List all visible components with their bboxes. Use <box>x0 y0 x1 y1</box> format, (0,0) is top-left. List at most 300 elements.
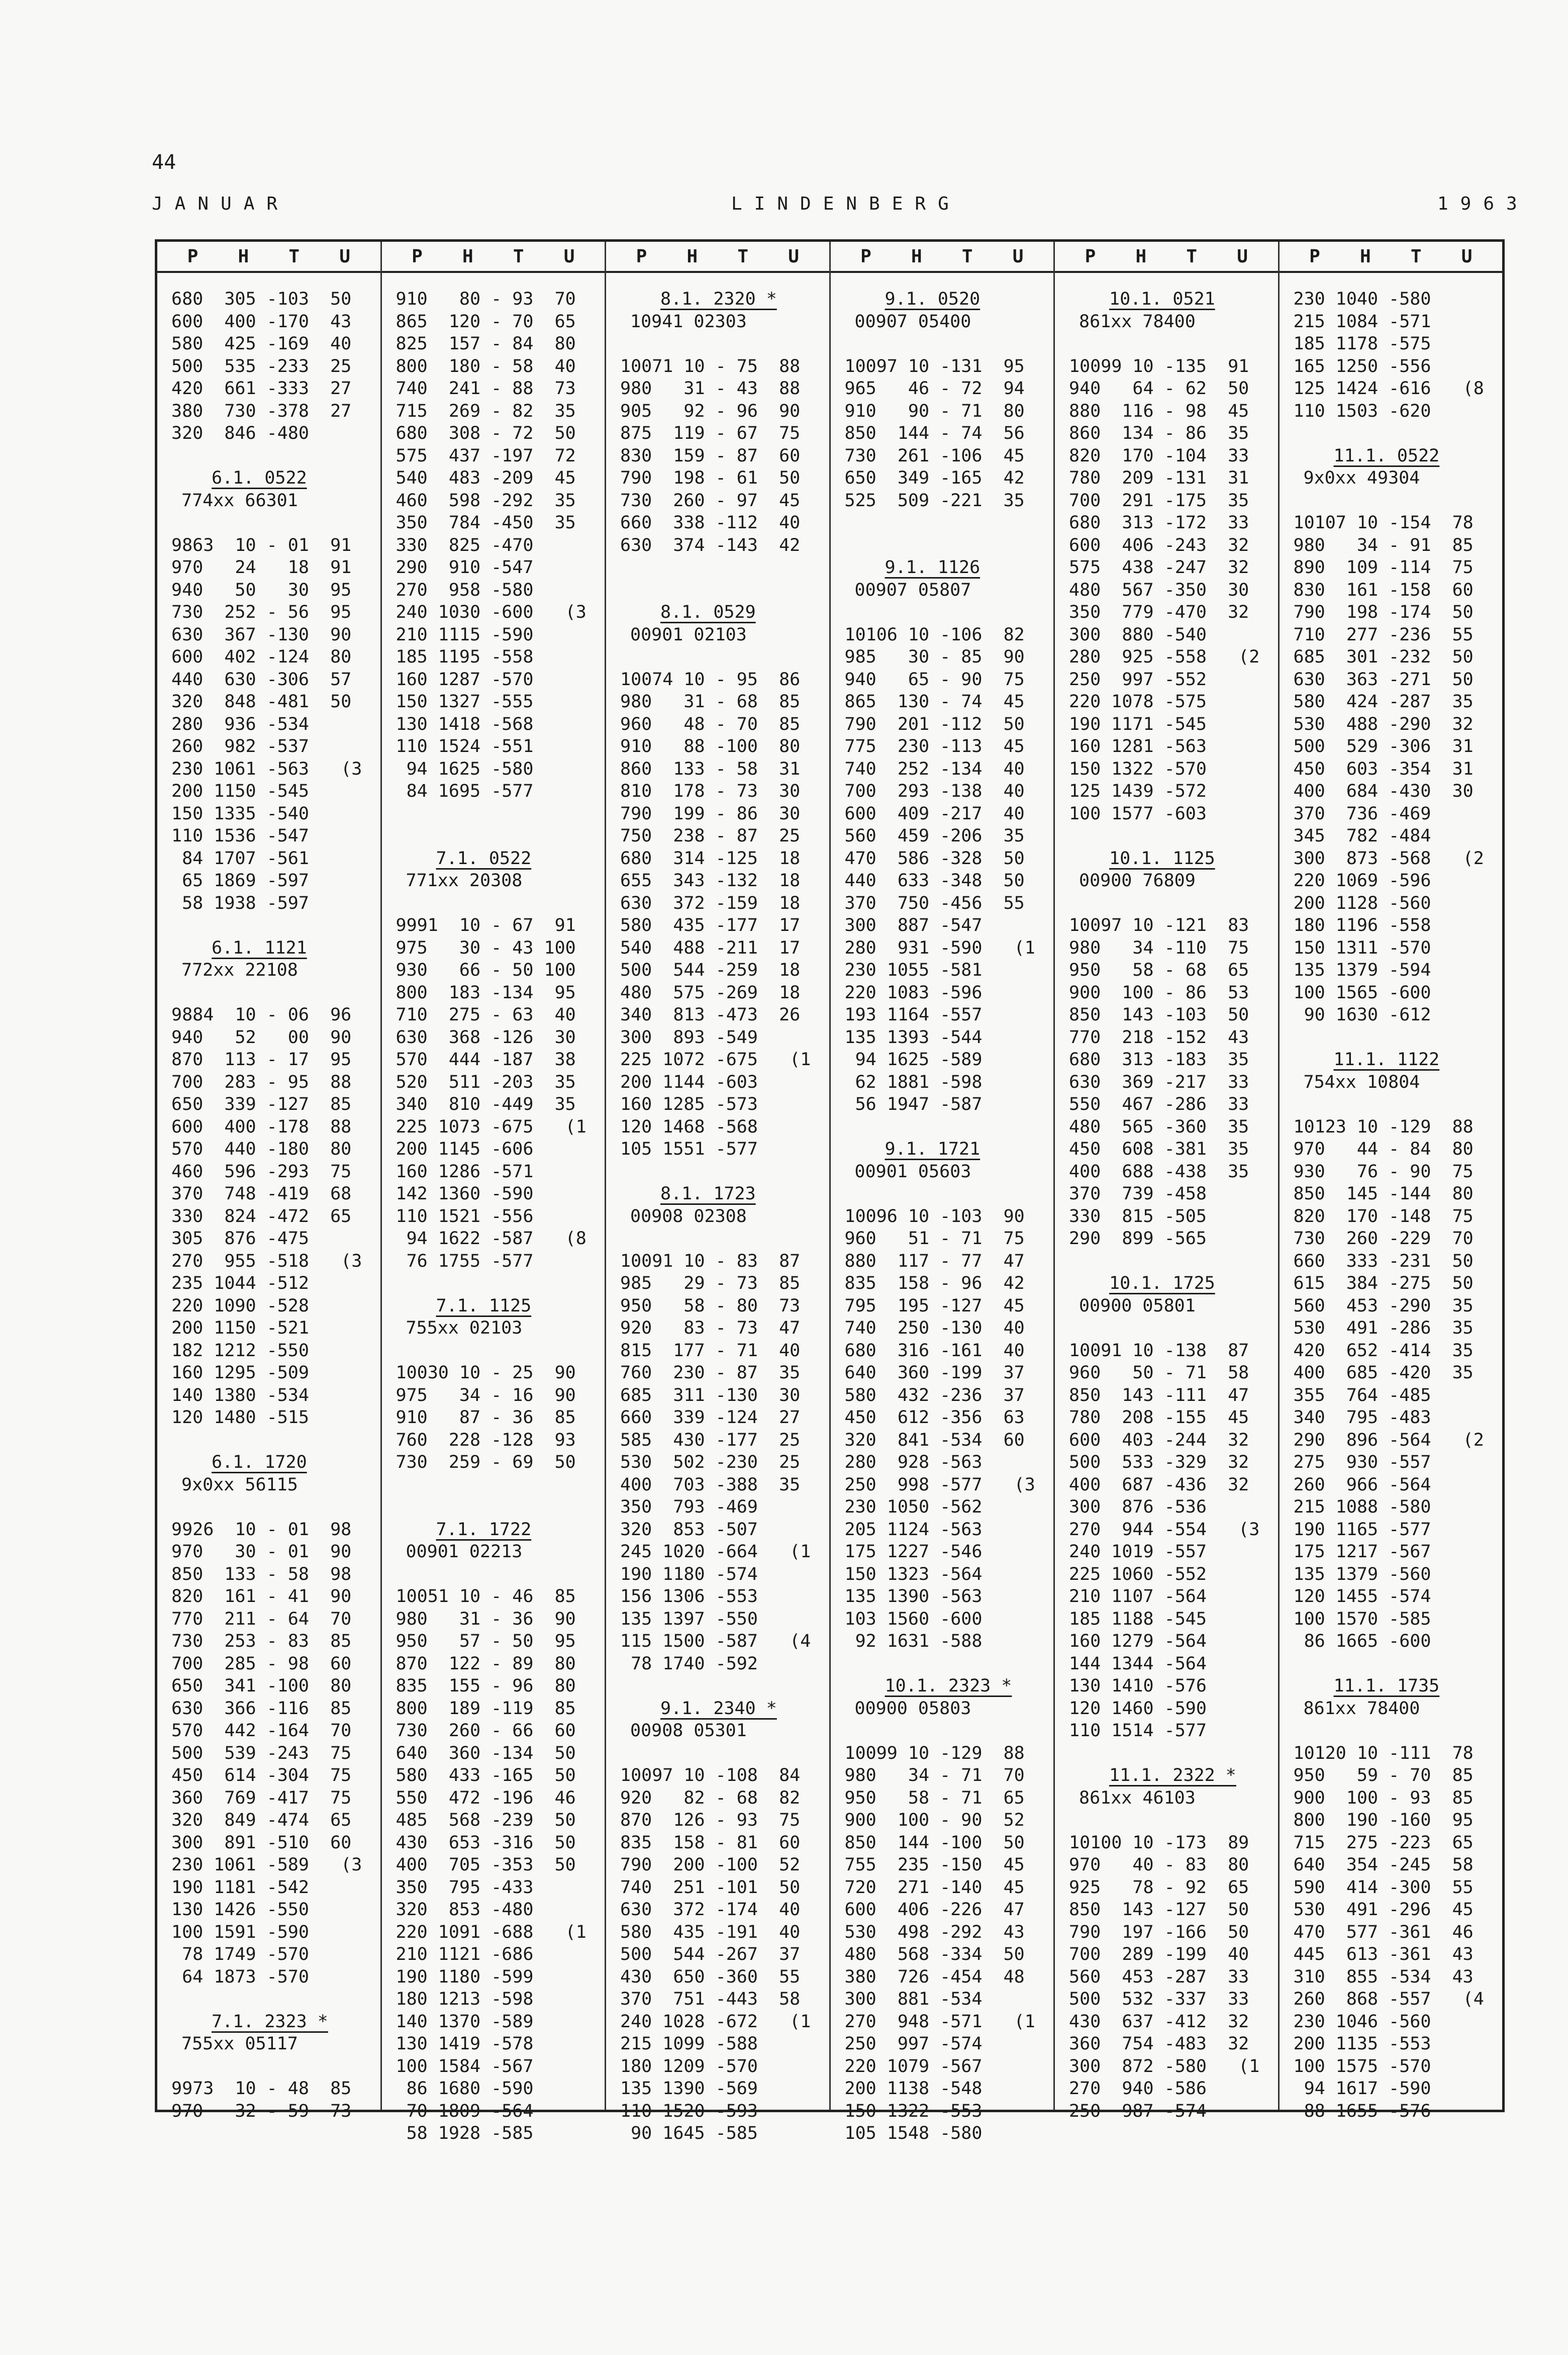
table-row: 120 1480 -515 <box>171 1407 309 1428</box>
table-row: 105 1551 -577 <box>620 1139 758 1159</box>
table-row: 450 614 -304 75 <box>171 1765 352 1785</box>
table-row: 190 1165 -577 <box>1293 1519 1431 1540</box>
table-row: 985 30 - 85 90 <box>844 647 1025 667</box>
column-header-label: P <box>1309 246 1320 267</box>
table-row: 70 1809 -564 <box>396 2101 534 2121</box>
table-row: 210 1121 -686 <box>396 1944 534 1964</box>
table-row: 980 34 -110 75 <box>1069 937 1249 958</box>
table-row: 680 314 -125 18 <box>620 848 801 869</box>
table-row: 100 1570 -585 <box>1293 1609 1431 1629</box>
table-row: 78 1740 -592 <box>620 1653 758 1674</box>
table-row: 200 1150 -545 <box>171 781 309 801</box>
column-body <box>157 273 380 2122</box>
table-row: 235 1044 -512 <box>171 1273 309 1293</box>
table-column <box>831 242 1055 2143</box>
table-row: 680 308 - 72 50 <box>396 423 576 443</box>
table-row: 790 201 -112 50 <box>844 714 1025 734</box>
table-row: 120 1455 -574 <box>1293 1586 1431 1607</box>
table-row: 360 769 -417 75 <box>171 1787 352 1808</box>
table-row: 160 1287 -570 <box>396 669 534 690</box>
spacer <box>171 914 366 937</box>
column-header-label: U <box>1461 246 1473 267</box>
column-header-label: H <box>1135 246 1147 267</box>
table-row: 220 1091 -688 (1 <box>396 1922 586 1942</box>
table-row: 165 1250 -556 <box>1293 356 1431 376</box>
spacer <box>396 803 591 825</box>
table-row: 430 653 -316 50 <box>396 1832 576 1853</box>
table-row: 650 341 -100 80 <box>171 1676 352 1696</box>
table-row: 88 1655 -576 <box>1293 2101 1431 2121</box>
sounding-id: 755xx 02103 <box>406 1318 523 1338</box>
table-row: 100 1565 -600 <box>1293 982 1431 1003</box>
sounding-id: 00900 76809 <box>1079 871 1196 891</box>
table-row: 10030 10 - 25 90 <box>396 1363 576 1383</box>
table-row: 10099 10 -135 91 <box>1069 356 1249 376</box>
table-row: 445 613 -361 43 <box>1293 1944 1474 1964</box>
table-row: 10096 10 -103 90 <box>844 1206 1025 1227</box>
table-row: 480 568 -334 50 <box>844 1944 1025 1964</box>
table-row: 830 159 - 87 60 <box>620 445 801 466</box>
table-row: 180 1196 -558 <box>1293 915 1431 935</box>
spacer <box>1294 422 1489 445</box>
table-row: 300 893 -549 <box>620 1027 758 1048</box>
sounding-id: 771xx 20308 <box>406 871 523 891</box>
table-row: 740 250 -130 40 <box>844 1318 1025 1338</box>
table-row: 76 1755 -577 <box>396 1251 534 1271</box>
table-row: 540 488 -211 17 <box>620 937 801 958</box>
table-row: 630 369 -217 33 <box>1069 1072 1249 1092</box>
table-row: 850 144 -100 50 <box>844 1832 1025 1853</box>
spacer <box>171 512 366 534</box>
table-row: 140 1380 -534 <box>171 1385 309 1405</box>
spacer <box>171 2055 366 2078</box>
spacer <box>620 1228 815 1250</box>
column-body <box>1055 273 1278 2122</box>
table-row: 230 1055 -581 <box>844 960 983 980</box>
table-row: 580 425 -169 40 <box>171 334 352 354</box>
table-row: 730 259 - 69 50 <box>396 1452 576 1472</box>
table-row: 190 1181 -542 <box>171 1877 309 1898</box>
table-row: 330 825 -470 <box>396 535 534 555</box>
column-header <box>606 242 829 273</box>
table-row: 58 1928 -585 <box>396 2123 534 2143</box>
spacer <box>396 1496 591 1519</box>
table-row: 925 78 - 92 65 <box>1069 1877 1249 1898</box>
table-row: 920 82 - 68 82 <box>620 1787 801 1808</box>
sounding-id: 00907 05400 <box>854 311 971 332</box>
spacer <box>845 333 1040 355</box>
table-row: 970 44 - 84 80 <box>1293 1139 1474 1159</box>
column-header <box>831 242 1054 273</box>
spacer <box>620 1742 815 1765</box>
table-row: 920 83 - 73 47 <box>620 1318 801 1338</box>
table-row: 10099 10 -129 88 <box>844 1743 1025 1763</box>
table-row: 530 491 -286 35 <box>1293 1318 1474 1338</box>
table-row: 640 360 -134 50 <box>396 1743 576 1763</box>
table-row: 135 1390 -563 <box>844 1586 983 1607</box>
table-row: 225 1072 -675 (1 <box>620 1050 811 1070</box>
table-row: 100 1591 -590 <box>171 1922 309 1942</box>
spacer <box>620 1161 815 1183</box>
spacer <box>620 333 815 355</box>
table-row: 115 1500 -587 (4 <box>620 1631 811 1651</box>
table-row: 875 119 - 67 75 <box>620 423 801 443</box>
table-row: 470 586 -328 50 <box>844 848 1025 869</box>
table-row: 215 1088 -580 <box>1293 1497 1431 1517</box>
table-row: 700 283 - 95 88 <box>171 1072 352 1092</box>
table-row: 500 544 -259 18 <box>620 960 801 980</box>
sounding-title: 8.1. 0529 <box>660 602 756 622</box>
table-row: 740 251 -101 50 <box>620 1877 801 1898</box>
table-row: 290 896 -564 (2 <box>1293 1430 1484 1450</box>
table-row: 970 24 18 91 <box>171 557 352 578</box>
column-header-label: P <box>1085 246 1096 267</box>
table-row: 810 178 - 73 30 <box>620 781 801 801</box>
table-row: 65 1869 -597 <box>171 871 309 891</box>
table-row: 370 748 -419 68 <box>171 1184 352 1204</box>
table-row: 144 1344 -564 <box>1069 1653 1207 1674</box>
table-row: 820 161 - 41 90 <box>171 1586 352 1607</box>
table-row: 400 688 -438 35 <box>1069 1161 1249 1182</box>
table-row: 580 432 -236 37 <box>844 1385 1025 1405</box>
table-row: 380 726 -454 48 <box>844 1966 1025 1987</box>
table-row: 870 122 - 89 80 <box>396 1653 576 1674</box>
table-row: 900 100 - 86 53 <box>1069 982 1249 1003</box>
table-row: 100 1584 -567 <box>396 2056 534 2077</box>
table-row: 130 1410 -576 <box>1069 1676 1207 1696</box>
table-row: 980 31 - 43 88 <box>620 379 801 399</box>
table-row: 850 133 - 58 98 <box>171 1564 352 1584</box>
column-header-label: H <box>1359 246 1371 267</box>
sounding-title: 6.1. 1720 <box>212 1452 307 1472</box>
table-row: 590 414 -300 55 <box>1293 1877 1474 1898</box>
table-row: 850 143 -103 50 <box>1069 1005 1249 1025</box>
sounding-title: 8.1. 2320 * <box>660 289 777 309</box>
table-row: 780 208 -155 45 <box>1069 1407 1249 1428</box>
sounding-title: 11.1. 2322 * <box>1109 1765 1236 1785</box>
table-row: 730 253 - 83 85 <box>171 1631 352 1651</box>
table-row: 10106 10 -106 82 <box>844 624 1025 645</box>
table-row: 190 1171 -545 <box>1069 714 1207 734</box>
table-row: 480 567 -350 30 <box>1069 580 1249 600</box>
table-row: 860 133 - 58 31 <box>620 759 801 779</box>
sounding-id: 00901 05603 <box>854 1161 971 1182</box>
sounding-id: 861xx 78400 <box>1079 311 1196 332</box>
table-row: 10091 10 - 83 87 <box>620 1251 801 1271</box>
spacer <box>171 1988 366 2011</box>
column-header-label: P <box>187 246 199 267</box>
table-row: 210 1107 -564 <box>1069 1586 1207 1607</box>
table-row: 450 612 -356 63 <box>844 1407 1025 1428</box>
table-row: 700 289 -199 40 <box>1069 1944 1249 1964</box>
column-header-label: U <box>1012 246 1024 267</box>
sounding-id: 00908 02308 <box>630 1206 747 1227</box>
table-row: 220 1090 -528 <box>171 1295 309 1316</box>
table-row: 84 1695 -577 <box>396 781 534 801</box>
table-row: 730 252 - 56 95 <box>171 602 352 622</box>
table-row: 9926 10 - 01 98 <box>171 1519 352 1540</box>
table-row: 790 200 -100 52 <box>620 1855 801 1875</box>
table-row: 400 705 -353 50 <box>396 1855 576 1875</box>
table-row: 910 88 -100 80 <box>620 736 801 757</box>
table-row: 320 846 -480 <box>171 423 309 443</box>
table-row: 960 51 - 71 75 <box>844 1229 1025 1249</box>
table-row: 700 291 -175 35 <box>1069 490 1249 511</box>
table-row: 200 1138 -548 <box>844 2079 983 2099</box>
table-row: 930 66 - 50 100 <box>396 960 576 980</box>
table-row: 320 853 -480 <box>396 1900 534 1920</box>
table-row: 910 90 - 71 80 <box>844 401 1025 421</box>
table-row: 160 1295 -509 <box>171 1363 309 1383</box>
sounding-title: 11.1. 1735 <box>1333 1676 1440 1696</box>
table-row: 160 1281 -563 <box>1069 736 1207 757</box>
table-row: 730 260 -229 70 <box>1293 1229 1474 1249</box>
table-row: 270 944 -554 (3 <box>1069 1519 1260 1540</box>
table-row: 125 1439 -572 <box>1069 781 1207 801</box>
sounding-id: 00908 05301 <box>630 1721 747 1741</box>
table-row: 970 32 - 59 73 <box>171 2101 352 2121</box>
sounding-title: 10.1. 0521 <box>1109 289 1215 309</box>
table-row: 760 228 -128 93 <box>396 1430 576 1450</box>
column-header <box>382 242 605 273</box>
table-row: 190 1180 -599 <box>396 1966 534 1987</box>
table-row: 680 316 -161 40 <box>844 1340 1025 1361</box>
table-row: 280 925 -558 (2 <box>1069 647 1260 667</box>
table-row: 150 1323 -564 <box>844 1564 983 1584</box>
column-header <box>157 242 380 273</box>
sounding-id: 861xx 46103 <box>1079 1787 1196 1808</box>
table-row: 90 1630 -612 <box>1293 1005 1431 1025</box>
table-row: 865 120 - 70 65 <box>396 311 576 332</box>
table-row: 200 1128 -560 <box>1293 893 1431 913</box>
table-row: 755 235 -150 45 <box>844 1855 1025 1875</box>
spacer <box>396 1474 591 1496</box>
table-row: 835 155 - 96 80 <box>396 1676 576 1696</box>
table-row: 280 936 -534 <box>171 714 309 734</box>
table-row: 850 143 -127 50 <box>1069 1900 1249 1920</box>
table-row: 710 275 - 63 40 <box>396 1005 576 1025</box>
table-row: 210 1115 -590 <box>396 624 534 645</box>
table-row: 630 367 -130 90 <box>171 624 352 645</box>
table-row: 250 997 -552 <box>1069 669 1207 690</box>
sounding-title: 6.1. 0522 <box>212 468 307 488</box>
table-row: 360 754 -483 32 <box>1069 2034 1249 2054</box>
table-row: 630 363 -271 50 <box>1293 669 1474 690</box>
table-row: 130 1418 -568 <box>396 714 534 734</box>
table-row: 58 1938 -597 <box>171 893 309 913</box>
station-label: LINDENBERG <box>731 194 961 214</box>
sounding-id: 00900 05803 <box>854 1698 971 1719</box>
table-row: 230 1046 -560 <box>1293 2011 1431 2032</box>
table-row: 110 1514 -577 <box>1069 1721 1207 1741</box>
table-row: 156 1306 -553 <box>620 1586 758 1607</box>
table-row: 985 29 - 73 85 <box>620 1273 801 1293</box>
table-row: 485 568 -239 50 <box>396 1810 576 1830</box>
table-row: 350 779 -470 32 <box>1069 602 1249 622</box>
table-row: 685 301 -232 50 <box>1293 647 1474 667</box>
table-row: 560 453 -287 33 <box>1069 1966 1249 1987</box>
table-row: 142 1360 -590 <box>396 1184 534 1204</box>
table-row: 910 87 - 36 85 <box>396 1407 576 1428</box>
sounding-title: 10.1. 1125 <box>1109 848 1215 869</box>
sounding-title: 8.1. 1723 <box>660 1184 756 1204</box>
table-row: 715 275 -223 65 <box>1293 1832 1474 1853</box>
sounding-title: 7.1. 2323 * <box>212 2011 328 2032</box>
table-row: 350 793 -469 <box>620 1497 758 1517</box>
table-row: 795 195 -127 45 <box>844 1295 1025 1316</box>
spacer <box>620 579 815 602</box>
table-row: 530 502 -230 25 <box>620 1452 801 1472</box>
table-row: 110 1536 -547 <box>171 826 309 846</box>
table-row: 300 873 -568 (2 <box>1293 848 1484 869</box>
table-row: 980 31 - 36 90 <box>396 1609 576 1629</box>
table-row: 300 876 -536 <box>1069 1497 1207 1517</box>
table-row: 960 48 - 70 85 <box>620 714 801 734</box>
table-row: 305 876 -475 <box>171 1229 309 1249</box>
table-row: 580 435 -191 40 <box>620 1922 801 1942</box>
table-row: 150 1322 -570 <box>1069 759 1207 779</box>
table-row: 245 1020 -664 (1 <box>620 1542 811 1562</box>
table-row: 950 59 - 70 85 <box>1293 1765 1474 1785</box>
spacer <box>396 1340 591 1362</box>
table-row: 270 940 -586 <box>1069 2079 1207 2099</box>
table-row: 870 113 - 17 95 <box>171 1050 352 1070</box>
table-row: 300 881 -534 <box>844 1989 983 2009</box>
table-row: 460 596 -293 75 <box>171 1161 352 1182</box>
spacer <box>620 646 815 669</box>
table-row: 180 1209 -570 <box>620 2056 758 2077</box>
table-row: 790 198 - 61 50 <box>620 468 801 488</box>
table-row: 950 58 - 68 65 <box>1069 960 1249 980</box>
spacer <box>845 1116 1040 1139</box>
sounding-id: 774xx 66301 <box>181 490 298 511</box>
table-row: 350 784 -450 35 <box>396 513 576 533</box>
table-row: 130 1419 -578 <box>396 2034 534 2054</box>
column-header-label: H <box>687 246 698 267</box>
table-row: 835 158 - 81 60 <box>620 1832 801 1853</box>
table-row: 200 1144 -603 <box>620 1072 758 1092</box>
spacer <box>1069 1809 1264 1832</box>
table-row: 182 1212 -550 <box>171 1340 309 1361</box>
table-row: 150 1322 -553 <box>844 2101 983 2121</box>
table-row: 450 603 -354 31 <box>1293 759 1474 779</box>
table-row: 150 1327 -555 <box>396 692 534 712</box>
table-row: 250 997 -574 <box>844 2034 983 2054</box>
spacer <box>620 556 815 579</box>
table-row: 630 374 -143 42 <box>620 535 801 555</box>
table-row: 640 360 -199 37 <box>844 1363 1025 1383</box>
table-row: 300 872 -580 (1 <box>1069 2056 1260 2077</box>
table-row: 10051 10 - 46 85 <box>396 1586 576 1607</box>
table-row: 790 197 -166 50 <box>1069 1922 1249 1942</box>
table-row: 940 65 - 90 75 <box>844 669 1025 690</box>
table-row: 240 1028 -672 (1 <box>620 2011 811 2032</box>
table-row: 570 442 -164 70 <box>171 1721 352 1741</box>
table-row: 600 403 -244 32 <box>1069 1430 1249 1450</box>
table-row: 850 145 -144 80 <box>1293 1184 1474 1204</box>
table-row: 135 1390 -569 <box>620 2079 758 2099</box>
spacer <box>1294 1720 1489 1742</box>
table-row: 655 343 -132 18 <box>620 871 801 891</box>
table-row: 185 1195 -558 <box>396 647 534 667</box>
sounding-id: 00907 05807 <box>854 580 971 600</box>
table-row: 62 1881 -598 <box>844 1072 983 1092</box>
table-row: 140 1370 -589 <box>396 2011 534 2032</box>
table-row: 870 126 - 93 75 <box>620 1810 801 1830</box>
sounding-id: 9x0xx 49304 <box>1303 468 1420 488</box>
table-row: 160 1279 -564 <box>1069 1631 1207 1651</box>
table-row: 200 1150 -521 <box>171 1318 309 1338</box>
table-row: 10100 10 -173 89 <box>1069 1832 1249 1853</box>
table-row: 193 1164 -557 <box>844 1005 983 1025</box>
spacer <box>1294 1026 1489 1049</box>
column-header-label: H <box>911 246 922 267</box>
table-row: 345 782 -484 <box>1293 826 1431 846</box>
table-row: 540 483 -209 45 <box>396 468 576 488</box>
table-row: 820 170 -104 33 <box>1069 445 1249 466</box>
table-row: 440 633 -348 50 <box>844 871 1025 891</box>
spacer <box>171 982 366 1004</box>
table-row: 500 533 -329 32 <box>1069 1452 1249 1472</box>
table-row: 800 183 -134 95 <box>396 982 576 1003</box>
table-row: 525 509 -221 35 <box>844 490 1025 511</box>
table-row: 905 92 - 96 90 <box>620 401 801 421</box>
table-row: 530 491 -296 45 <box>1293 1900 1474 1920</box>
table-row: 330 824 -472 65 <box>171 1206 352 1227</box>
table-row: 370 739 -458 <box>1069 1184 1207 1204</box>
table-row: 570 444 -187 38 <box>396 1050 576 1070</box>
spacer <box>1069 1250 1264 1273</box>
spacer <box>845 1720 1040 1742</box>
table-row: 780 209 -131 31 <box>1069 468 1249 488</box>
column-header-label: U <box>563 246 575 267</box>
table-row: 800 180 - 58 40 <box>396 356 576 376</box>
table-row: 430 650 -360 55 <box>620 1966 801 1987</box>
table-row: 100 1577 -603 <box>1069 803 1207 824</box>
table-row: 650 349 -165 42 <box>844 468 1025 488</box>
table-row: 230 1061 -563 (3 <box>171 759 362 779</box>
sounding-title: 11.1. 0522 <box>1333 445 1440 466</box>
table-row: 600 400 -170 43 <box>171 311 352 332</box>
table-row: 220 1079 -567 <box>844 2056 983 2077</box>
spacer <box>845 1183 1040 1205</box>
table-row: 720 271 -140 45 <box>844 1877 1025 1898</box>
table-row: 980 31 - 68 85 <box>620 692 801 712</box>
year-label: 1963 <box>1437 194 1529 214</box>
table-row: 400 685 -420 35 <box>1293 1363 1474 1383</box>
table-row: 550 472 -196 46 <box>396 1787 576 1808</box>
spacer <box>1069 1317 1264 1340</box>
table-row: 230 1061 -589 (3 <box>171 1855 362 1875</box>
table-row: 300 880 -540 <box>1069 624 1207 645</box>
sounding-title: 9.1. 0520 <box>885 289 981 309</box>
table-row: 230 1050 -562 <box>844 1497 983 1517</box>
table-row: 815 177 - 71 40 <box>620 1340 801 1361</box>
table-row: 700 285 - 98 60 <box>171 1653 352 1674</box>
table-row: 10091 10 -138 87 <box>1069 1340 1249 1361</box>
table-row: 650 339 -127 85 <box>171 1094 352 1114</box>
column-header-label: U <box>788 246 799 267</box>
table-row: 270 958 -580 <box>396 580 534 600</box>
table-row: 135 1379 -594 <box>1293 960 1431 980</box>
table-row: 220 1083 -596 <box>844 982 983 1003</box>
table-row: 110 1521 -556 <box>396 1206 534 1227</box>
table-row: 630 368 -126 30 <box>396 1027 576 1048</box>
table-row: 500 532 -337 33 <box>1069 1989 1249 2009</box>
table-row: 600 402 -124 80 <box>171 647 352 667</box>
sounding-title: 10.1. 1725 <box>1109 1273 1215 1293</box>
table-row: 185 1188 -545 <box>1069 1609 1207 1629</box>
